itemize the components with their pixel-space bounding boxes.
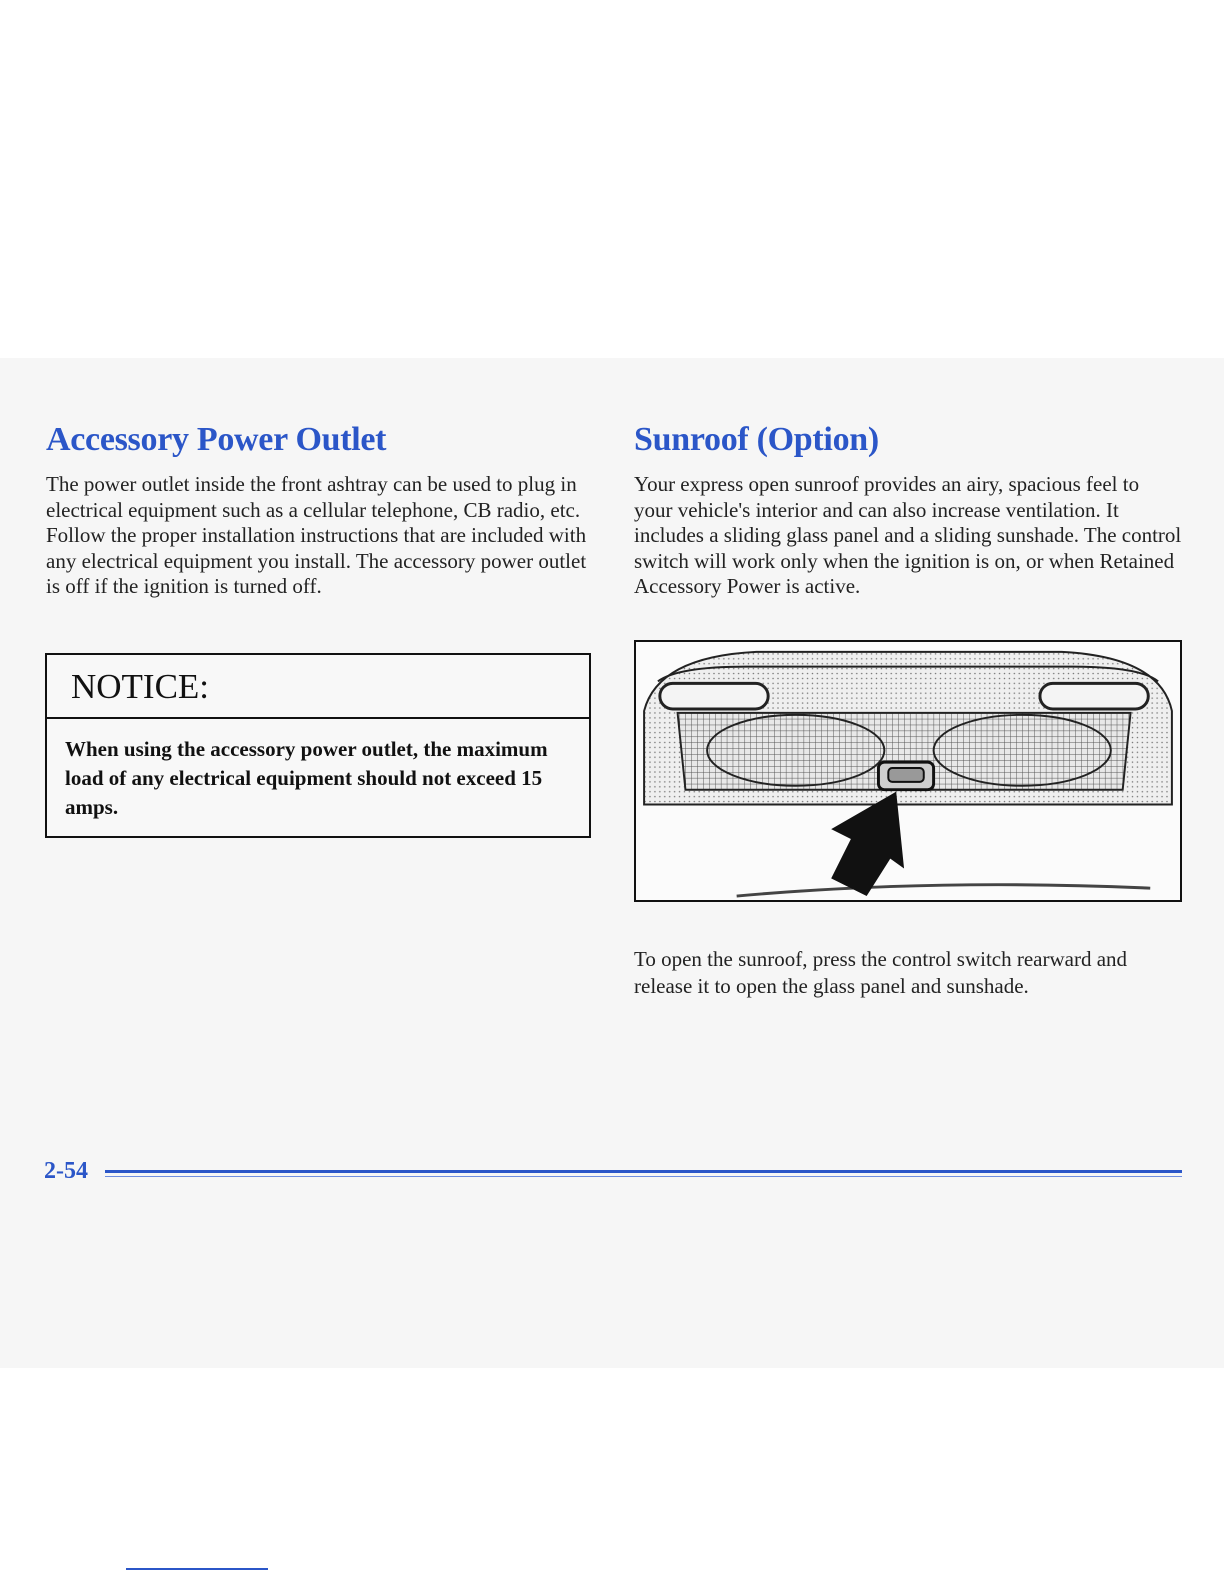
notice-box xyxy=(45,653,591,838)
notice-text: When using the accessory power outlet, the maximum load of any electrical equipment should not exceed 15 amps. xyxy=(65,737,548,819)
footer-rule xyxy=(105,1170,1182,1173)
notice-heading: NOTICE: xyxy=(47,655,589,719)
sunroof-section xyxy=(634,420,1182,600)
section-title-accessory-power-outlet: Accessory Power Outlet xyxy=(46,421,387,458)
footer-rule-thin xyxy=(105,1176,1182,1177)
sunroof-switch-illustration xyxy=(634,640,1182,902)
accessory-power-outlet-section xyxy=(46,420,591,600)
sunroof-text: Your express open sunroof provides an airy, spacious feel to your vehicle's interior and can also increase ventilation. It includes a sliding glass panel and a sliding sunshade. The control switch will work only when the ignition is on, or when Retained Accessory Power is active. xyxy=(634,472,1182,599)
sunroof-caption: To open the sunroof, press the control switch rearward and release it to open the glass panel and sunshade. xyxy=(634,947,1128,998)
manual-page xyxy=(0,358,1224,1368)
bottom-stub-line xyxy=(126,1568,268,1570)
section-title-sunroof: Sunroof (Option) xyxy=(634,421,879,458)
page-number: 2-54 xyxy=(44,1158,88,1184)
accessory-power-outlet-text: The power outlet inside the front ashtray can be used to plug in electrical equipment such as a cellular telephone, CB radio, etc. Follow the proper installation instructions that are included with any electrical equipment you install. The accessory power outlet is off if the ignition is turned off. xyxy=(46,472,587,599)
